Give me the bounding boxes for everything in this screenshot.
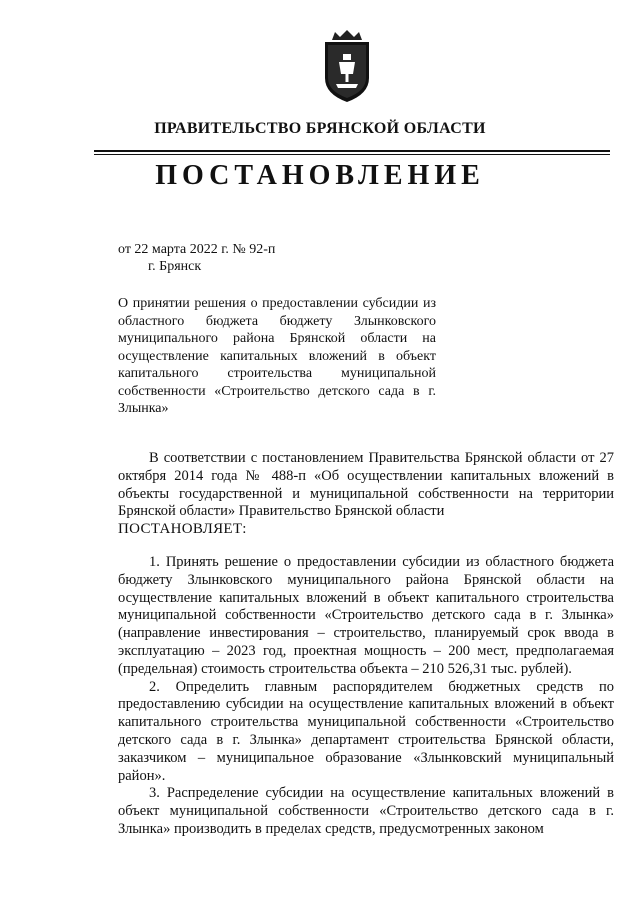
document-subject: О принятии решения о предоставлении субсидии из областного бюджета бюджету Злынковского муниципального района Брянской области на осуществление капитальных вложений в объект капитального строительства муниципальной собственности «Строительство детского сада в г. Злынка» [118,296,436,416]
header-divider-thin [94,154,610,155]
document-body [118,450,614,839]
item-paragraph-2: 2. Определить главным распорядителем бюджетных средств по предоставлению субсидии на осуществление капитальных вложений в объект капитального строительства муниципальной собственности «Строительство детского сада в г. Злынка» департамент строительства Брянской области, заказчиком – муниципальное образование «Злынковский муниципальный район». [118,678,614,784]
coat-of-arms-icon [319,28,375,104]
document-date-number: от 22 марта 2022 г. № 92-п [118,242,276,257]
decree-word: ПОСТАНОВЛЯЕТ: [118,521,247,538]
document-type-title: ПОСТАНОВЛЕНИЕ [155,160,485,191]
organization-title: ПРАВИТЕЛЬСТВО БРЯНСКОЙ ОБЛАСТИ [154,120,486,137]
header-divider [94,150,610,152]
item-paragraph-1: 1. Принять решение о предоставлении субсидии из областного бюджета бюджету Злынковского муниципального района Брянской области на осуществление капитальных вложений в объект капитального строительства муниципальной собственности «Строительство детского сада в г. Злынка» (направление инвестирования – строительство, планируемый срок ввода в эксплуатацию – 2023 год, проектная мощность – 200 мест, предполагаемая (предельная) стоимость строительства объекта – 210 526,31 тыс. рублей). [118,553,614,677]
preamble-paragraph: В соответствии с постановлением Правительства Брянской области от 27 октября 2014 года № 488-п «Об осуществлении капитальных вложений в объекты государственной и муниципальной собственности на территории Брянской области» Правительство Брянской области [118,450,614,520]
document-city: г. Брянск [148,259,202,274]
item-paragraph-3: 3. Распределение субсидии на осуществление капитальных вложений в объект муниципальной собственности «Строительство детского сада в г. Злынка» производить в пределах средств, предусмотренных законом [118,785,614,837]
